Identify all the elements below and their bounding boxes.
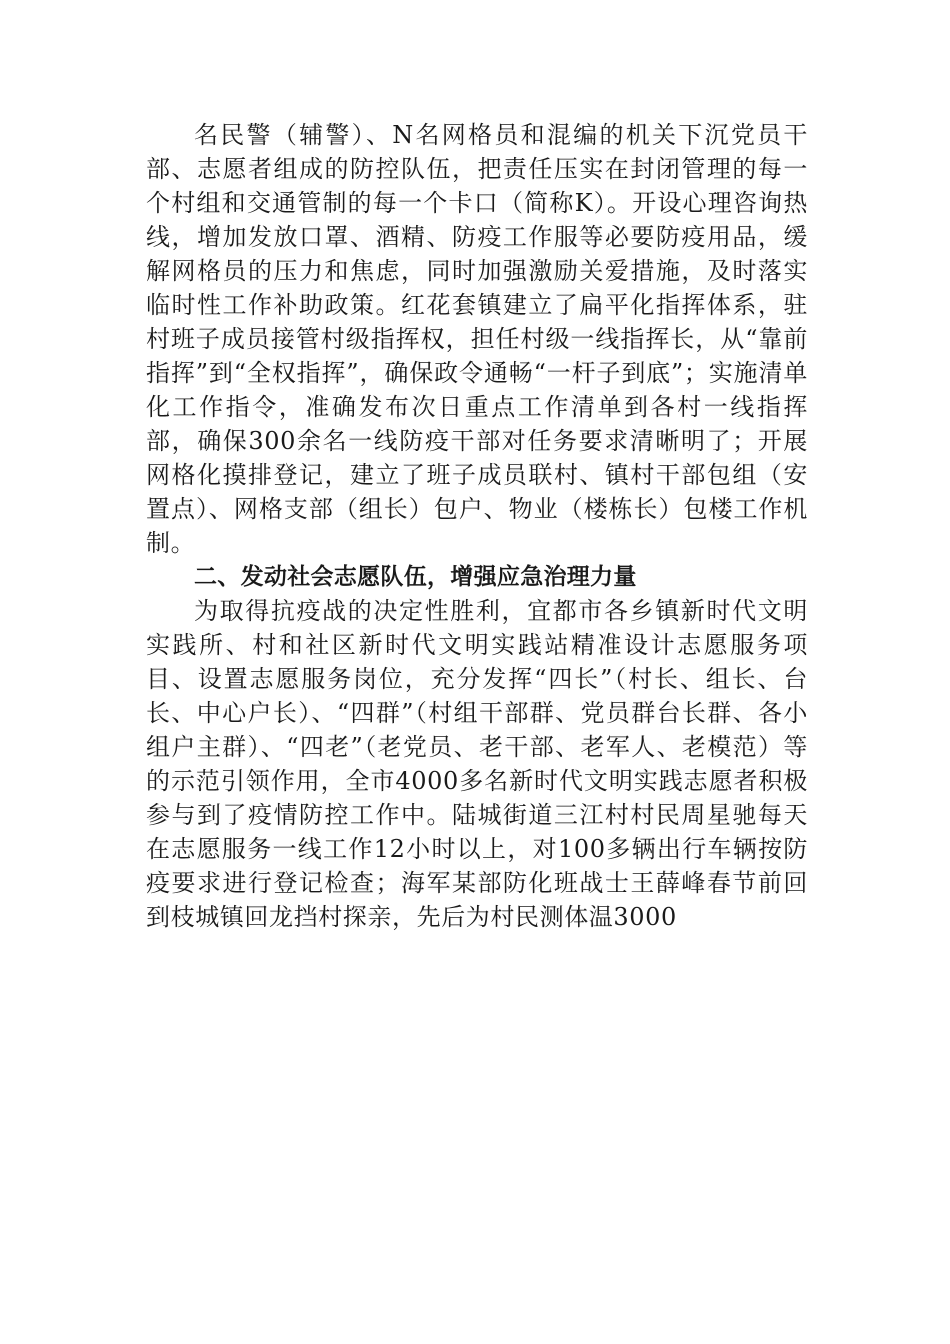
body-paragraph-2: 为取得抗疫战的决定性胜利，宜都市各乡镇新时代文明实践所、村和社区新时代文明实践站精准设计志愿服务项目、设置志愿服务岗位，充分发挥“四长”（村长、组长、台长、中心户长）、“四群”（村组干部群、党员群台长群、各小组户主群）、“四老”（老党员、老干部、老军人、老模范）等的示范引领作用，全市4000多名新时代文明实践志愿者积极参与到了疫情防控工作中。陆城街道三江村村民周星驰每天在志愿服务一线工作12小时以上，对100多辆出行车辆按防疫要求进行登记检查；海军某部防化班战士王薛峰春节前回到枝城镇回龙挡村探亲，先后为村民测体温3000 bbox=[146, 597, 808, 931]
body-paragraph-1: 名民警（辅警）、N名网格员和混编的机关下沉党员干部、志愿者组成的防控队伍，把责任压实在封闭管理的每一个村组和交通管制的每一个卡口（简称K）。开设心理咨询热线，增加发放口罩、酒精、防疫工作服等必要防疫用品，缓解网格员的压力和焦虑，同时加强激励关爱措施，及时落实临时性工作补助政策。红花套镇建立了扁平化指挥体系，驻村班子成员接管村级指挥权，担任村级一线指挥长，从“靠前指挥”到“全权指挥”，确保政令通畅“一杆子到底”；实施清单化工作指令，准确发布次日重点工作清单到各村一线指挥部，确保300余名一线防疫干部对任务要求清晰明了；开展网格化摸排登记，建立了班子成员联村、镇村干部包组（安置点）、网格支部（组长）包户、物业（楼栋长）包楼工作机制。 bbox=[146, 121, 808, 557]
document-body bbox=[146, 118, 808, 934]
section-heading-2: 二、发动社会志愿队伍，增强应急治理力量 bbox=[194, 564, 637, 590]
